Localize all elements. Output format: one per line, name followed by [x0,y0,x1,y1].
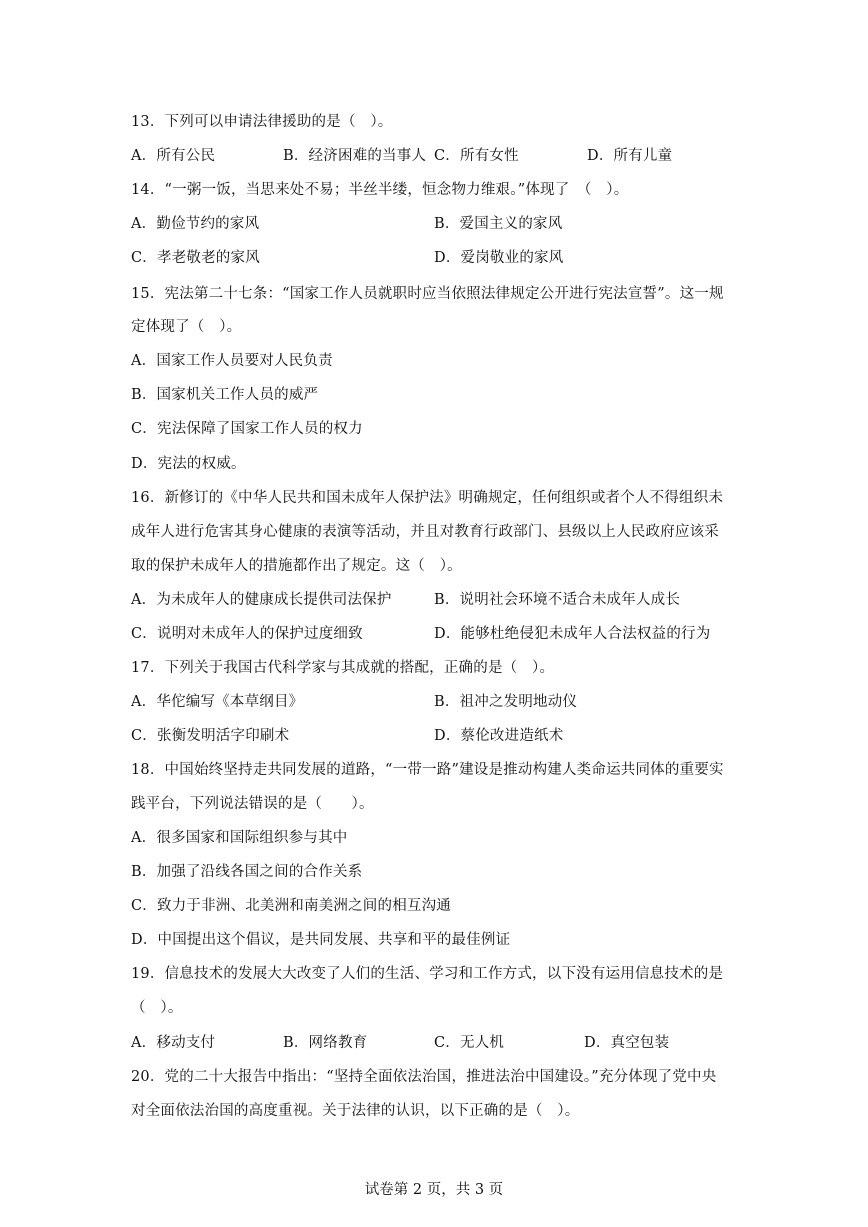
option-a: A．华佗编写《本草纲目》 [131,694,304,710]
question-13-options [131,146,672,166]
question-19-stem-line-1: 19．信息技术的发展大大改变了人们的生活、学习和工作方式，以下没有运用信息技术的是 [131,966,724,982]
option-a: A．勤俭节约的家风 [131,216,260,232]
option-d: D．所有儿童 [587,148,673,164]
question-19-options [131,1033,669,1053]
question-18-stem-line-1: 18．中国始终坚持走共同发展的道路，“一带一路”建设是推动构建人类命运共同体的重要实 [131,762,724,778]
option-a: A．所有公民 [131,148,216,164]
question-15-stem-line-2: 定体现了（ ）。 [131,319,242,335]
question-19-stem-line-2: （ ）。 [131,1000,183,1016]
option-d: D．中国提出这个倡议，是共同发展、共享和平的最佳例证 [131,932,511,948]
question-15-stem-line-1: 15．宪法第二十七条：“国家工作人员就职时应当依照法律规定公开进行宪法宣誓”。这一规 [131,286,724,302]
option-c: C．所有女性 [434,148,519,164]
option-c: C．张衡发明活字印刷术 [131,728,290,744]
option-b: B．国家机关工作人员的威严 [131,387,319,403]
option-b: B．经济困难的当事人 [283,148,427,164]
option-b: B．祖冲之发明地动仪 [434,694,578,710]
option-b: B．爱国主义的家风 [434,216,563,232]
option-d: D．宪法的权威。 [131,456,246,472]
option-d: D．真空包装 [584,1035,670,1051]
option-c: C．无人机 [434,1035,505,1051]
option-c: C．说明对未成年人的保护过度细致 [131,626,363,642]
option-a: A．国家工作人员要对人民负责 [131,353,333,369]
option-a: A．为未成年人的健康成长提供司法保护 [131,592,392,608]
option-c: C．宪法保障了国家工作人员的权力 [131,421,363,437]
option-a: A．移动支付 [131,1035,216,1051]
option-d: D．能够杜绝侵犯未成年人合法权益的行为 [434,626,711,642]
option-c: C．孝老敬老的家风 [131,250,260,266]
question-16-stem-line-3: 取的保护未成年人的措施都作出了规定。这（ ）。 [131,558,462,574]
option-b: B．加强了沿线各国之间的合作关系 [131,864,363,880]
question-16-stem-line-2: 成年人进行危害其身心健康的表演等活动，并且对教育行政部门、县级以上人民政府应该采 [131,524,719,540]
question-17-stem: 17．下列关于我国古代科学家与其成就的搭配，正确的是（ ）。 [131,660,555,676]
question-20-stem-line-1: 20．党的二十大报告中指出：“坚持全面依法治国，推进法治中国建设。”充分体现了党中央 [131,1069,717,1085]
option-b: B．网络教育 [283,1035,368,1051]
question-16-stem-line-1: 16．新修订的《中华人民共和国未成年人保护法》明确规定，任何组织或者个人不得组织未 [131,490,724,506]
page-footer: 试卷第 2 页，共 3 页 [364,1182,504,1198]
question-18-stem-line-2: 践平台，下列说法错误的是（ ）。 [131,796,374,812]
question-20-stem-line-2: 对全面依法治国的高度重视。关于法律的认识，以下正确的是（ ）。 [131,1103,580,1119]
option-a: A．很多国家和国际组织参与其中 [131,830,348,846]
question-13-stem: 13．下列可以申请法律援助的是（ ）。 [131,114,393,130]
option-d: D．爱岗敬业的家风 [434,250,564,266]
option-c: C．致力于非洲、北美洲和南美洲之间的相互沟通 [131,898,451,914]
option-b: B．说明社会环境不适合未成年人成长 [434,592,681,608]
question-14-stem: 14．“一粥一饭，当思来处不易；半丝半缕，恒念物力维艰。”体现了 （ ）。 [131,182,629,198]
option-d: D．蔡伦改进造纸术 [434,728,564,744]
